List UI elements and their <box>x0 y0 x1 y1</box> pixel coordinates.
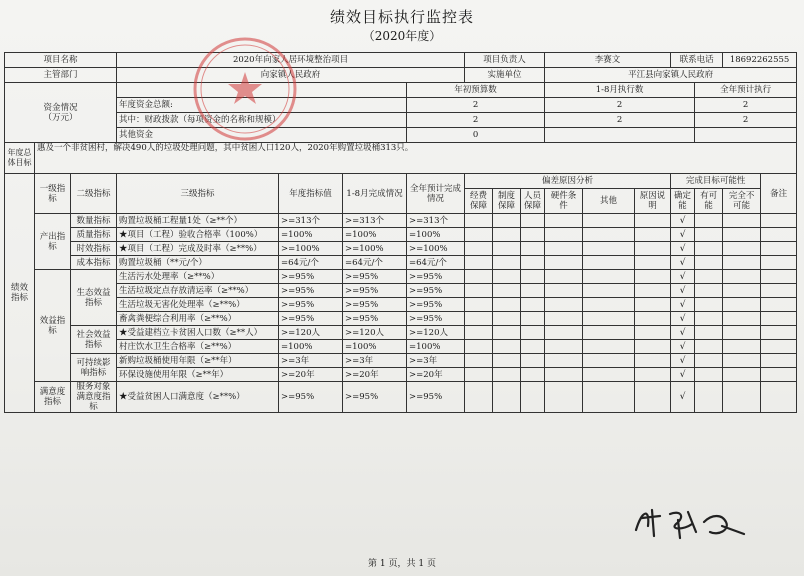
check-mark: √ <box>671 354 695 368</box>
overall-goal-text: 惠及一个非贫困村，解决490人的垃圾处理问题，其中贫困人口120人，2020年购置垃圾桶313只。 <box>35 143 797 174</box>
funds-exec: 2 <box>545 113 695 128</box>
dev-col: 原因说明 <box>635 189 671 214</box>
funds-budget: 2 <box>407 98 545 113</box>
level3-cell: ★项目（工程）完成及时率（≥**%） <box>117 242 279 256</box>
check-mark: √ <box>671 270 695 284</box>
group-sustain: 可持续影响指标 <box>71 354 117 382</box>
funds-exec: 2 <box>545 98 695 113</box>
col-level1: 一级指标 <box>35 174 71 214</box>
funds-row-label: 其他资金 <box>117 128 407 143</box>
forecast-cell: >=20年 <box>407 368 465 382</box>
exec-cell: =100% <box>343 228 407 242</box>
check-mark: √ <box>671 382 695 413</box>
level2-cell: 成本指标 <box>71 256 117 270</box>
level2-cell: 质量指标 <box>71 228 117 242</box>
col-forecast: 全年预计完成情况 <box>407 174 465 214</box>
level3-cell: 村庄饮水卫生合格率（≥**%） <box>117 340 279 354</box>
col-annual: 年度指标值 <box>279 174 343 214</box>
annual-cell: =100% <box>279 340 343 354</box>
group-satisfaction: 满意度指标 <box>35 382 71 413</box>
funds-budget: 2 <box>407 113 545 128</box>
level3-cell: 生活垃圾无害化处理率（≥**%） <box>117 298 279 312</box>
exec-cell: >=20年 <box>343 368 407 382</box>
funds-col-exec: 1-8月执行数 <box>545 83 695 98</box>
col-deviation: 偏差原因分析 <box>465 174 671 189</box>
poss-col: 确定能 <box>671 189 695 214</box>
level2-cell: 服务对象满意度指标 <box>71 382 117 413</box>
page-footer: 第 1 页，共 1 页 <box>368 559 436 569</box>
col-possibility: 完成目标可能性 <box>671 174 761 189</box>
annual-cell: >=95% <box>279 382 343 413</box>
handwritten-signature <box>630 500 750 542</box>
dev-col: 经费保障 <box>465 189 493 214</box>
level3-cell: 生活污水处理率（≥**%） <box>117 270 279 284</box>
overall-goal-label: 年度总体目标 <box>5 143 35 174</box>
col-level3: 三级指标 <box>117 174 279 214</box>
forecast-cell: >=3年 <box>407 354 465 368</box>
annual-cell: >=120人 <box>279 326 343 340</box>
check-mark: √ <box>671 326 695 340</box>
check-mark: √ <box>671 256 695 270</box>
funds-forecast <box>695 128 797 143</box>
forecast-cell: >=100% <box>407 242 465 256</box>
dev-col: 人员保障 <box>521 189 545 214</box>
dev-col: 硬件条件 <box>545 189 583 214</box>
funds-forecast: 2 <box>695 98 797 113</box>
col-jan-aug: 1-8月完成情况 <box>343 174 407 214</box>
funds-label: 资金情况 （万元） <box>5 83 117 143</box>
check-mark: √ <box>671 214 695 228</box>
forecast-cell: >=120人 <box>407 326 465 340</box>
annual-cell: >=95% <box>279 284 343 298</box>
forecast-cell: >=313个 <box>407 214 465 228</box>
owner-label: 项目负责人 <box>465 53 545 68</box>
group-benefit: 效益指标 <box>35 270 71 382</box>
perf-indicator-label: 绩效指标 <box>5 174 35 413</box>
level3-cell: 新购垃圾桶使用年限（≥**年） <box>117 354 279 368</box>
exec-cell: >=95% <box>343 312 407 326</box>
funds-col-budget: 年初预算数 <box>407 83 545 98</box>
level3-cell: ★受益建档立卡贫困人口数（≥**人） <box>117 326 279 340</box>
poss-col: 有可能 <box>695 189 723 214</box>
forecast-cell: =100% <box>407 228 465 242</box>
annual-cell: >=100% <box>279 242 343 256</box>
level3-cell: 环保设施使用年限（≥**年） <box>117 368 279 382</box>
exec-cell: >=95% <box>343 284 407 298</box>
exec-cell: >=100% <box>343 242 407 256</box>
exec-cell: >=3年 <box>343 354 407 368</box>
level3-cell: 购置垃圾桶工程量1处（≥**个） <box>117 214 279 228</box>
annual-cell: >=95% <box>279 298 343 312</box>
col-remark: 备注 <box>761 174 797 214</box>
group-output: 产出指标 <box>35 214 71 270</box>
official-seal <box>190 34 300 144</box>
funds-col-forecast: 全年预计执行 <box>695 83 797 98</box>
owner-value: 李赛文 <box>545 53 671 68</box>
exec-cell: =64元/个 <box>343 256 407 270</box>
project-name-label: 项目名称 <box>5 53 117 68</box>
forecast-cell: >=95% <box>407 298 465 312</box>
dept-label: 主管部门 <box>5 68 117 83</box>
level3-cell: 购置垃圾桶（**元/个） <box>117 256 279 270</box>
level2-cell: 时效指标 <box>71 242 117 256</box>
annual-cell: >=95% <box>279 312 343 326</box>
dev-col: 制度保障 <box>493 189 521 214</box>
dev-col: 其他 <box>583 189 635 214</box>
forecast-cell: =64元/个 <box>407 256 465 270</box>
group-social: 社会效益指标 <box>71 326 117 354</box>
funds-exec <box>545 128 695 143</box>
annual-cell: =100% <box>279 228 343 242</box>
funds-forecast: 2 <box>695 113 797 128</box>
page-title: 绩效目标执行监控表 <box>329 8 474 26</box>
level2-cell: 数量指标 <box>71 214 117 228</box>
dept-value: 向家镇人民政府 <box>117 68 465 83</box>
level3-cell: 生活垃圾定点存放清运率（≥**%） <box>117 284 279 298</box>
forecast-cell: >=95% <box>407 270 465 284</box>
exec-cell: >=95% <box>343 298 407 312</box>
check-mark: √ <box>671 298 695 312</box>
annual-cell: >=3年 <box>279 354 343 368</box>
level3-cell: ★受益贫困人口满意度（≥**%） <box>117 382 279 413</box>
col-level2: 二级指标 <box>71 174 117 214</box>
check-mark: √ <box>671 284 695 298</box>
forecast-cell: >=95% <box>407 382 465 413</box>
annual-cell: =64元/个 <box>279 256 343 270</box>
poss-col: 完全不可能 <box>723 189 761 214</box>
exec-cell: >=95% <box>343 270 407 284</box>
annual-cell: >=313个 <box>279 214 343 228</box>
exec-cell: >=120人 <box>343 326 407 340</box>
level3-cell: ★项目（工程）验收合格率（100%） <box>117 228 279 242</box>
exec-cell: >=313个 <box>343 214 407 228</box>
check-mark: √ <box>671 242 695 256</box>
exec-cell: =100% <box>343 340 407 354</box>
group-eco: 生态效益指标 <box>71 270 117 326</box>
annual-cell: >=95% <box>279 270 343 284</box>
funds-budget: 0 <box>407 128 545 143</box>
forecast-cell: =100% <box>407 340 465 354</box>
phone-value: 18692262555 <box>723 53 797 68</box>
check-mark: √ <box>671 368 695 382</box>
funds-row-label: 其中：财政拨款（每项资金的名称和规模） <box>117 113 407 128</box>
forecast-cell: >=95% <box>407 284 465 298</box>
page-subtitle: （2020年度） <box>362 29 442 43</box>
forecast-cell: >=95% <box>407 312 465 326</box>
monitor-table <box>4 52 797 413</box>
impl-value: 平江县向家镇人民政府 <box>545 68 797 83</box>
phone-label: 联系电话 <box>671 53 723 68</box>
project-name-value: 2020年向家人居环境整治项目 <box>117 53 465 68</box>
impl-label: 实施单位 <box>465 68 545 83</box>
funds-row-label: 年度资金总额: <box>117 98 407 113</box>
level3-cell: 畜禽粪便综合利用率（≥**%） <box>117 312 279 326</box>
annual-cell: >=20年 <box>279 368 343 382</box>
exec-cell: >=95% <box>343 382 407 413</box>
check-mark: √ <box>671 340 695 354</box>
check-mark: √ <box>671 312 695 326</box>
check-mark: √ <box>671 228 695 242</box>
